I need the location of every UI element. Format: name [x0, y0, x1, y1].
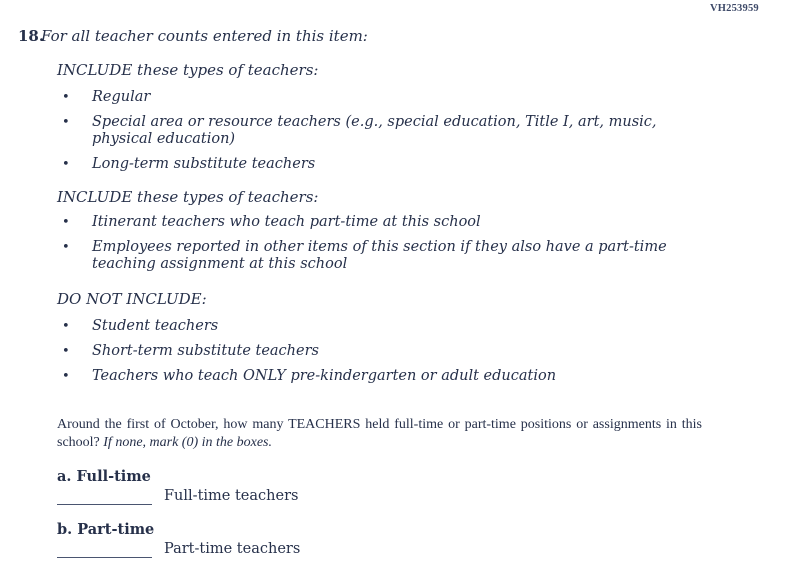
bullet-item [62, 318, 702, 335]
response-a-label: a. Full-time [57, 468, 151, 485]
bullet-icon: • [62, 319, 70, 334]
bullet-text: Regular [92, 89, 151, 105]
include-section-1-list [62, 89, 702, 181]
bullet-icon: • [62, 157, 70, 172]
bullet-item [62, 343, 702, 360]
question-main: Around the first of October, how many TEACHERS held full-time or part-time positions or assignments in this school? [57, 417, 702, 450]
response-b-label: b. Part-time [57, 521, 155, 538]
form-code: VH253959 [710, 3, 759, 14]
bullet-icon: • [62, 215, 70, 230]
bullet-icon: • [62, 115, 70, 130]
bullet-item [62, 114, 702, 148]
response-a-fill-in-blank[interactable] [57, 488, 152, 505]
question-instruction: If none, mark (0) in the boxes. [103, 434, 272, 450]
include-section-1-heading: INCLUDE these types of teachers: [57, 61, 319, 79]
bullet-text: Student teachers [92, 318, 219, 334]
response-b-row [57, 541, 300, 558]
bullet-item [62, 156, 702, 173]
include-section-2-list [62, 214, 702, 281]
bullet-text: Employees reported in other items of this section if they also have a part-time teaching assignment at this school [92, 239, 667, 272]
bullet-text: Short-term substitute teachers [92, 343, 319, 359]
item-intro: For all teacher counts entered in this item: [41, 27, 368, 45]
question-text [57, 416, 702, 451]
bullet-icon: • [62, 344, 70, 359]
bullet-item [62, 239, 702, 273]
item-number: 18. [18, 27, 45, 45]
bullet-item [62, 214, 702, 231]
bullet-text: Long-term substitute teachers [92, 156, 316, 172]
do-not-include-list [62, 318, 702, 393]
bullet-text: Special area or resource teachers (e.g., special education, Title I, art, music, physical education) [92, 114, 657, 147]
bullet-text: Itinerant teachers who teach part-time at this school [92, 214, 481, 230]
bullet-item [62, 89, 702, 106]
bullet-text: Teachers who teach ONLY pre-kindergarten or adult education [92, 368, 557, 384]
item-heading [18, 27, 368, 45]
bullet-icon: • [62, 240, 70, 255]
bullet-icon: • [62, 369, 70, 384]
bullet-icon: • [62, 90, 70, 105]
bullet-item [62, 368, 702, 385]
response-a-caption: Full-time teachers [164, 488, 299, 504]
include-section-2-heading: INCLUDE these types of teachers: [57, 188, 319, 206]
response-b-fill-in-blank[interactable] [57, 541, 152, 558]
response-b-caption: Part-time teachers [164, 541, 301, 557]
response-a-row [57, 488, 298, 505]
do-not-include-heading: DO NOT INCLUDE: [57, 290, 207, 308]
